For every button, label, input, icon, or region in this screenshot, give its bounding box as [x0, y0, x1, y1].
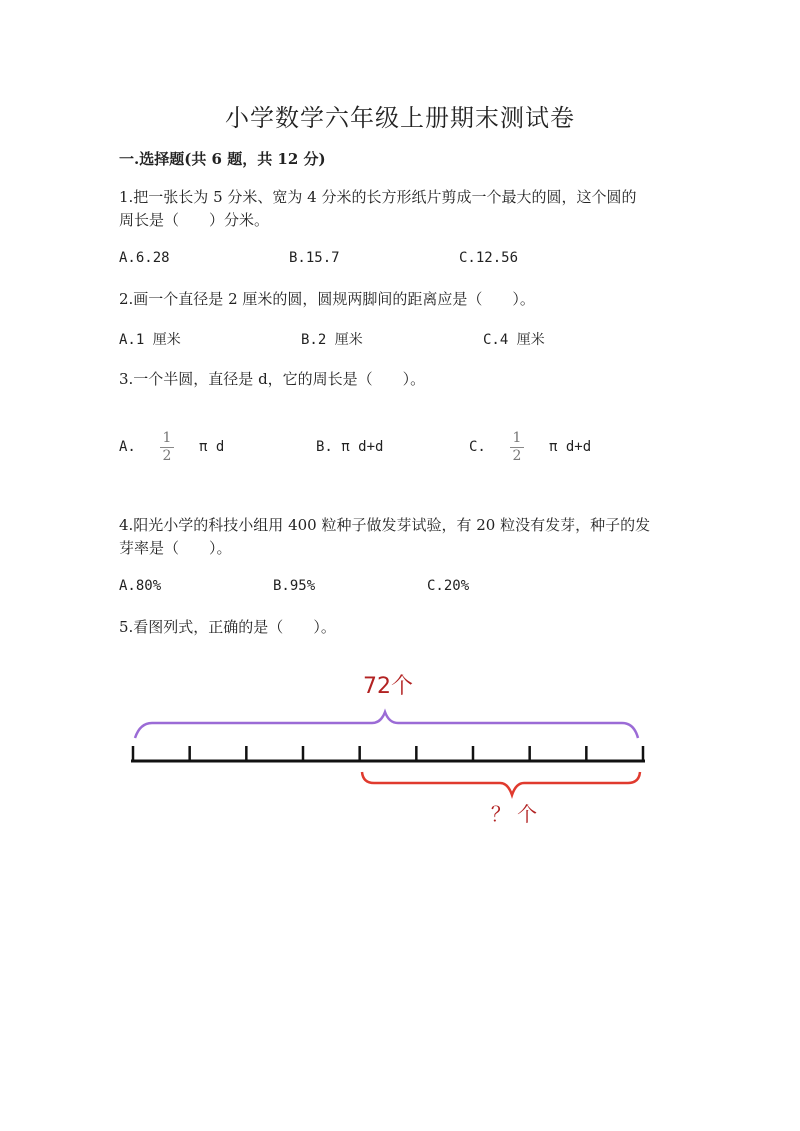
question-4-option-b[interactable]: B.95% — [273, 578, 316, 594]
question-2-option-b[interactable]: B.2 厘米 — [301, 332, 363, 348]
question-3-line-1: 3.一个半圆，直径是 d，它的周长是（ ）。 — [119, 370, 426, 388]
fraction-denominator: 2 — [162, 448, 172, 464]
section-heading: 一.选择题(共 6 题，共 12 分) — [119, 150, 326, 168]
page-title: 小学数学六年级上册期末测试卷 — [225, 104, 575, 132]
question-4-line-1: 4.阳光小学的科技小组用 400 粒种子做发芽试验，有 20 粒没有发芽，种子的发 — [119, 516, 651, 534]
fraction-numerator: 1 — [162, 430, 172, 446]
figure-bottom-label: ？ 个 — [490, 802, 538, 826]
question-3-option-c-fraction — [510, 431, 524, 464]
question-1-option-b[interactable]: B.15.7 — [289, 250, 340, 266]
question-3-option-a-fraction — [160, 431, 174, 464]
question-5-line-1: 5.看图列式，正确的是（ ）。 — [119, 618, 336, 636]
number-line-figure — [0, 660, 800, 840]
question-3-option-a-tail: π d — [199, 439, 225, 455]
fraction-denominator: 2 — [512, 448, 522, 464]
figure-top-label: 72个 — [363, 674, 413, 699]
question-2-option-c[interactable]: C.4 厘米 — [483, 332, 545, 348]
question-3-option-c-label[interactable]: C. — [469, 439, 486, 455]
question-1-line-2: 周长是（ ）分米。 — [119, 211, 270, 229]
question-1-line-1: 1.把一张长为 5 分米、宽为 4 分米的长方形纸片剪成一个最大的圆，这个圆的 — [119, 188, 637, 206]
part-brace — [362, 772, 640, 795]
question-1-option-c[interactable]: C.12.56 — [459, 250, 519, 266]
question-2-option-a[interactable]: A.1 厘米 — [119, 332, 181, 348]
question-2-line-1: 2.画一个直径是 2 厘米的圆，圆规两脚间的距离应是（ ）。 — [119, 290, 535, 308]
question-4-line-2: 芽率是（ ）。 — [119, 539, 232, 557]
question-4-option-c[interactable]: C.20% — [427, 578, 470, 594]
question-4-option-a[interactable]: A.80% — [119, 578, 162, 594]
tick-marks — [133, 746, 643, 761]
fraction-numerator: 1 — [512, 430, 522, 446]
question-3-option-a-label[interactable]: A. — [119, 439, 136, 455]
total-brace — [135, 712, 638, 738]
question-3-option-c-tail: π d+d — [549, 439, 592, 455]
question-3-option-b[interactable]: B. π d+d — [316, 439, 384, 455]
question-1-option-a[interactable]: A.6.28 — [119, 250, 170, 266]
